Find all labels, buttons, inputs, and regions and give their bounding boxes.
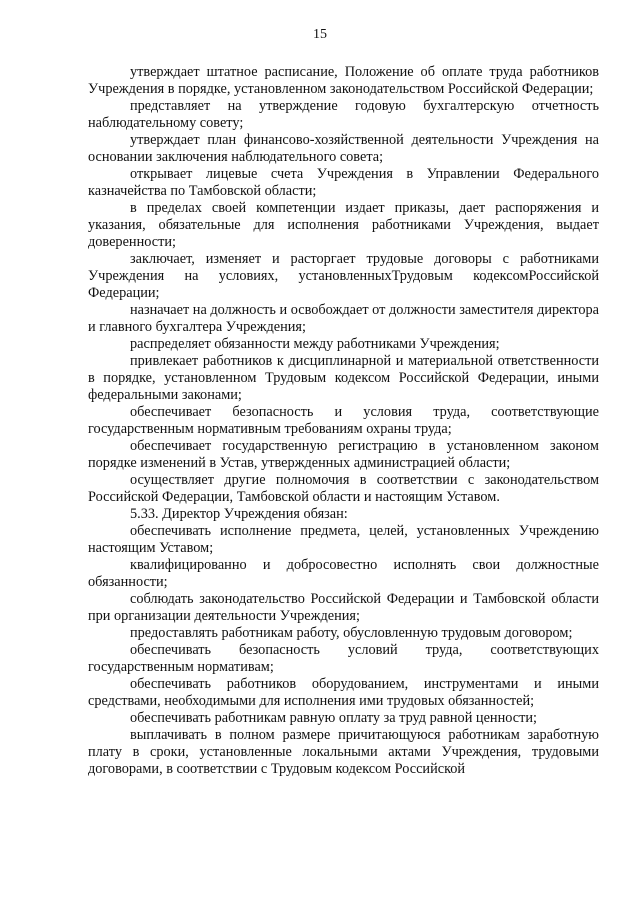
paragraph: в пределах своей компетенции издает приказы, дает распоряжения и указания, обязательные для исполнения работниками Учреждения, выдает доверенности;: [88, 200, 599, 250]
paragraph: выплачивать в полном размере причитающуюся работникам заработную плату в сроки, установленные локальными актами Учреждения, трудовыми договорами, в соответствии с Трудовым кодексом Российской: [88, 727, 599, 777]
paragraph: предоставлять работникам работу, обусловленную трудовым договором;: [130, 625, 573, 641]
paragraph: обеспечивать безопасность условий труда, соответствующих государственным нормативам;: [88, 642, 599, 675]
paragraph: привлекает работников к дисциплинарной и материальной ответственности в порядке, установленном Трудовым кодексом Российской Федерации, иными федеральными законами;: [88, 353, 599, 403]
paragraph: квалифицированно и добросовестно исполнять свои должностные обязанности;: [88, 557, 599, 590]
paragraph: утверждает план финансово-хозяйственной деятельности Учреждения на основании заключения наблюдательного совета;: [88, 132, 599, 165]
paragraph: заключает, изменяет и расторгает трудовые договоры с работниками Учреждения на условиях, установленныхТрудовым кодексомРоссийской Федерации;: [88, 251, 599, 301]
paragraph: осуществляет другие полномочия в соответствии с законодательством Российской Федерации, Тамбовской области и настоящим Уставом.: [88, 472, 599, 505]
document-body: [88, 64, 599, 778]
page-number: 15: [313, 27, 327, 42]
paragraph: обеспечивает безопасность и условия труда, соответствующие государственным нормативным требованиям охраны труда;: [88, 404, 599, 437]
paragraph: соблюдать законодательство Российской Федерации и Тамбовской области при организации деятельности Учреждения;: [88, 591, 599, 624]
paragraph: обеспечивать работникам равную оплату за труд равной ценности;: [130, 710, 537, 726]
paragraph: открывает лицевые счета Учреждения в Управлении Федерального казначейства по Тамбовской области;: [88, 166, 599, 199]
paragraph: назначает на должность и освобождает от должности заместителя директора и главного бухгалтера Учреждения;: [88, 302, 599, 335]
paragraph: распределяет обязанности между работниками Учреждения;: [130, 336, 500, 352]
paragraph: представляет на утверждение годовую бухгалтерскую отчетность наблюдательному совету;: [88, 98, 599, 131]
paragraph: утверждает штатное расписание, Положение об оплате труда работников Учреждения в порядке, установленном законодательством Российской Федерации;: [88, 64, 599, 97]
section-heading: 5.33. Директор Учреждения обязан:: [130, 506, 348, 522]
paragraph: обеспечивает государственную регистрацию в установленном законом порядке изменений в Устав, утвержденных администрацией области;: [88, 438, 599, 471]
paragraph: обеспечивать работников оборудованием, инструментами и иными средствами, необходимыми для исполнения ими трудовых обязанностей;: [88, 676, 599, 709]
paragraph: обеспечивать исполнение предмета, целей, установленных Учреждению настоящим Уставом;: [88, 523, 599, 556]
